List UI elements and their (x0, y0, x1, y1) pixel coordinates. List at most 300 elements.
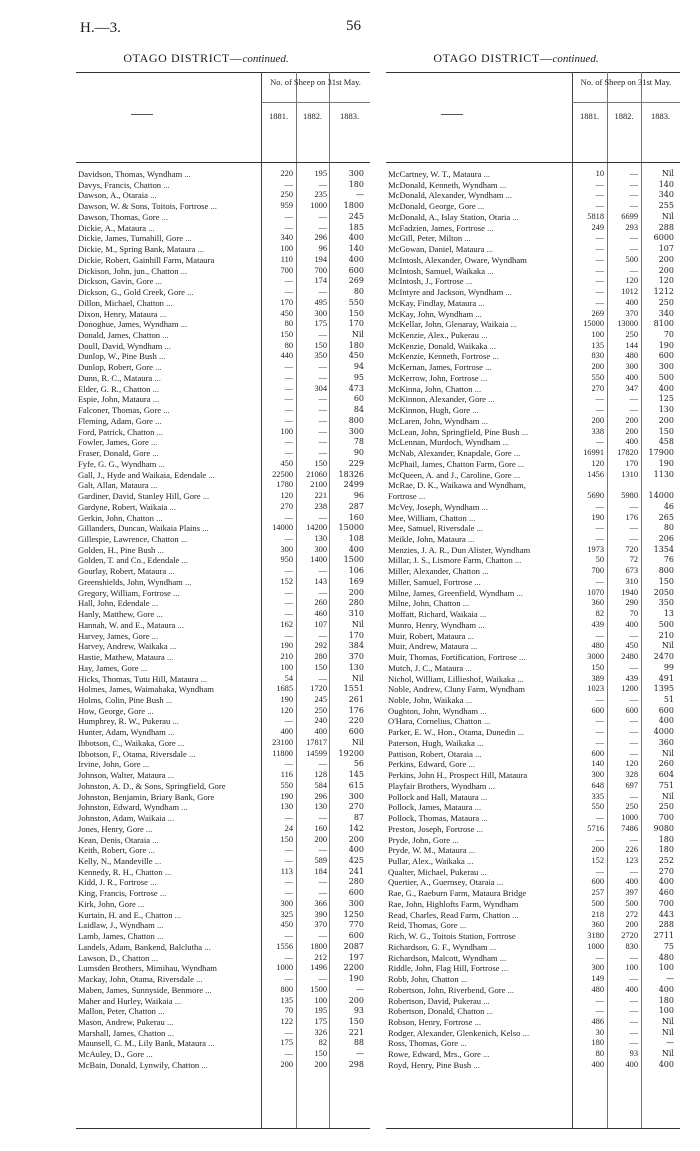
holder-name (78, 276, 260, 287)
sheep-1881-count: 150 (280, 834, 293, 844)
table-row (386, 1006, 680, 1017)
leader-dots: ... (169, 641, 177, 652)
sheep-1881-count: 3180 (587, 931, 604, 941)
table-row (76, 244, 370, 255)
table-row (76, 566, 370, 577)
sheep-1883-count: 84 (353, 405, 364, 415)
holder-name-text: Hannah, W. and E., Mataura (78, 619, 176, 630)
document-reference: H.—3. (80, 20, 121, 36)
leader-dots: ... (481, 415, 489, 426)
sheep-1883-count: 310 (348, 609, 364, 619)
table-row (386, 244, 680, 255)
holder-name (78, 609, 260, 620)
sheep-1883-count: 160 (348, 512, 364, 522)
sheep-1883-count: 6000 (653, 233, 674, 243)
holder-name-text: Dixon, Henry, Mataura (78, 308, 158, 319)
holder-name-text: Milne, John, Chatton (388, 598, 461, 609)
holder-name-text: Pattison, Robert, Otaraia (388, 748, 473, 759)
leader-dots: ... (168, 566, 175, 577)
holder-name (388, 727, 571, 738)
holder-name (388, 1060, 571, 1071)
sheep-1882-count: — (318, 211, 327, 221)
holder-name-text: McBain, Donald, Lynwily, Chatton (78, 1059, 200, 1070)
holder-name-text: Espie, John, Mataura (78, 394, 151, 405)
sheep-1882-count: 460 (314, 609, 327, 619)
sheep-1883-count: 615 (348, 780, 364, 790)
sheep-1882-count: 1310 (621, 469, 638, 479)
sheep-1881-count: 269 (591, 308, 604, 318)
table-row (386, 523, 680, 534)
holder-name (78, 974, 260, 985)
holder-name-text: McIntosh, J., Fortrose (388, 276, 464, 287)
sheep-1882-count: 14599 (306, 748, 327, 758)
sheep-1883-count: 14000 (648, 491, 674, 501)
sheep-1881-count: 550 (591, 372, 604, 382)
holder-name-text: Hall, John, Edendale (78, 598, 150, 609)
sheep-1882-count: — (629, 748, 638, 758)
sheep-1882-count: — (318, 566, 327, 576)
table-row (386, 1038, 680, 1049)
holder-name-text: Elder, G. R., Chatton (78, 383, 151, 394)
holder-name (388, 276, 571, 287)
sheep-1881-count: 152 (591, 856, 604, 865)
sheep-1881-count: 325 (280, 909, 293, 919)
table-row (76, 663, 370, 674)
sheep-1881-count: 300 (280, 898, 293, 908)
table-row (386, 652, 680, 663)
holder-name (78, 244, 260, 255)
holder-name-text: Dawson, Thomas, Gore (78, 211, 160, 222)
table-row (386, 341, 680, 352)
sheep-1881-count: 440 (280, 351, 293, 361)
holder-name (388, 437, 571, 448)
holder-name (388, 255, 571, 266)
leader-dots: ... (172, 716, 179, 727)
sheep-1883-count: 400 (658, 716, 674, 726)
holder-name (388, 244, 571, 255)
sheep-1883-count: 9080 (653, 823, 674, 833)
leader-dots: ... (152, 448, 159, 459)
sheep-1883-count: 229 (348, 458, 364, 468)
sheep-1881-count: 486 (591, 1017, 604, 1027)
holder-name (78, 663, 260, 674)
holder-name-text: Rae, John, Highlofts Farm, Wyndham (388, 898, 519, 909)
sheep-1882-count: 673 (625, 566, 638, 576)
holder-name-text: Gerkin, John, Chatton (78, 512, 154, 523)
sheep-1883-count: 400 (348, 254, 364, 264)
holder-name-text: Hicks, Thomas, Tutu Hill, Mataura (78, 673, 199, 684)
sheep-1881-count: — (595, 276, 604, 286)
table-row (386, 223, 680, 234)
leader-dots: ... (154, 856, 162, 866)
holder-name (78, 856, 260, 867)
sheep-1883-count: — (666, 1038, 674, 1048)
sheep-1882-count: 600 (625, 705, 638, 715)
sheep-1882-count: 400 (625, 297, 638, 307)
holder-name (388, 867, 571, 878)
holder-name (78, 330, 260, 341)
sheep-1881-count: — (284, 716, 293, 726)
leader-dots: ... (483, 1049, 490, 1060)
sheep-1883-count: 100 (658, 963, 674, 973)
leader-dots: ... (488, 780, 495, 791)
sheep-1882-count: — (318, 931, 327, 941)
sheep-1882-count: 400 (625, 619, 638, 629)
sheep-1882-count: 150 (314, 662, 327, 672)
sheep-1883-count: 8100 (653, 319, 674, 329)
table-row (76, 1049, 370, 1060)
holder-name (78, 266, 260, 277)
holder-name (388, 427, 571, 438)
sheep-1883-count: 180 (658, 995, 674, 1005)
sheep-1882-count: 400 (314, 727, 327, 737)
holder-name (388, 212, 571, 223)
leader-dots: ... (464, 233, 471, 244)
sheep-1882-count: — (629, 244, 638, 254)
holder-name (388, 201, 571, 212)
holder-name-text: McKenzie, Kenneth, Fortrose (388, 351, 491, 362)
sheep-1882-count: 17820 (617, 448, 638, 458)
leader-dots: ... (197, 244, 205, 255)
holder-name-text: Moffatt, Richard, Waikaia (388, 609, 478, 620)
table-row (386, 931, 680, 942)
holder-name-text: McLean, John, Springfield, Pine Bush (388, 426, 520, 437)
leader-dots: ... (475, 308, 482, 319)
leader-dots: ... (485, 362, 492, 373)
sheep-1883-count: 75 (663, 941, 674, 951)
table-row (76, 523, 370, 534)
holder-name-text: Dawson, W. & Sons, Toitois, Fortrose (78, 201, 209, 212)
sheep-1882-count: 245 (314, 694, 327, 704)
holder-name-text: McKinna, John, Chatton (388, 383, 473, 394)
holder-name (78, 985, 260, 996)
left-rows (76, 169, 370, 1071)
sheep-1883-count: 76 (663, 555, 674, 565)
holder-name (78, 470, 260, 481)
sheep-1882-count: — (629, 727, 638, 737)
sheep-1881-count: — (284, 566, 293, 576)
table-row (386, 470, 680, 481)
leader-dots: ... (505, 190, 513, 201)
holder-name-text: McCartney, W. T., Mataura (388, 169, 482, 179)
sheep-1881-count: 100 (280, 662, 293, 672)
sheep-1882-count: — (629, 791, 638, 801)
leader-dots: ... (174, 995, 182, 1006)
table-row (76, 233, 370, 244)
table-row (386, 706, 680, 717)
holder-name-text: Fleming, Adam, Gore (78, 415, 153, 426)
leader-dots: ... (174, 909, 182, 920)
holder-name-text: Noble, Andrew, Cluny Farm, Wyndham (388, 684, 525, 695)
sheep-1881-count: — (595, 1006, 604, 1016)
sheep-1882-count: — (629, 169, 638, 178)
holder-name-text: McDonald, Kenneth, Wyndham (388, 179, 498, 190)
leader-dots: ... (202, 523, 209, 534)
sheep-1882-count: 310 (625, 576, 638, 586)
table-row (76, 341, 370, 352)
table-row (386, 330, 680, 341)
table-row (386, 459, 680, 470)
leader-dots: ... (517, 727, 525, 738)
table-row (386, 974, 680, 985)
table-row (76, 255, 370, 266)
holder-name (78, 566, 260, 577)
table-row (76, 684, 370, 695)
holder-name-text: Royd, Henry, Pine Bush (388, 1059, 472, 1070)
sheep-1881-count: 600 (591, 748, 604, 758)
table-row (76, 877, 370, 888)
holder-name (388, 577, 571, 588)
holder-name-text: McGowan, Daniel, Mataura (388, 244, 485, 255)
sheep-1881-count: — (595, 737, 604, 747)
sheep-1883-count: 500 (658, 619, 674, 629)
holder-name-text: McKay, Findlay, Mataura (388, 297, 477, 308)
sheep-1882-count: — (318, 362, 327, 372)
holder-name-text: McKerrow, John, Fortrose (388, 372, 479, 383)
leader-dots: ... (157, 544, 164, 555)
sheep-1883-count: 90 (353, 448, 364, 458)
table-row (76, 652, 370, 663)
holder-name (388, 480, 571, 491)
sheep-1882-count: — (629, 405, 638, 415)
table-row (386, 427, 680, 438)
sheep-1881-count: — (595, 716, 604, 726)
table-row (76, 963, 370, 974)
sheep-1881-count: — (595, 394, 604, 404)
table-row (386, 770, 680, 781)
table-row (76, 942, 370, 953)
sheep-1881-count: — (595, 694, 604, 704)
table-row (76, 899, 370, 910)
sheep-1883-count: 95 (353, 372, 364, 382)
sheep-1881-count: — (284, 362, 293, 372)
holder-name (78, 598, 260, 609)
holder-name (78, 448, 260, 459)
sheep-1883-count: Nil (351, 673, 364, 683)
holder-name (388, 545, 571, 556)
sheep-1881-count: 135 (280, 995, 293, 1005)
sheep-1881-count: — (595, 813, 604, 823)
sheep-1881-count: — (595, 244, 604, 254)
table-row (76, 351, 370, 362)
holder-name-text: Golden, H., Pine Bush (78, 544, 156, 555)
sheep-1882-count: — (629, 394, 638, 404)
holder-name-text: Gillespie, Lawrence, Chatton (78, 533, 179, 544)
holder-name-text: Johnson, Walter, Mataura (78, 770, 166, 781)
sheep-1883-count: 400 (658, 383, 674, 393)
holder-name (388, 609, 571, 620)
sheep-1881-count: 116 (280, 770, 293, 780)
sheep-1883-count: 300 (348, 169, 364, 178)
leader-dots: ... (164, 340, 171, 351)
leader-dots: ... (513, 448, 521, 459)
sheep-1883-count: 250 (658, 297, 674, 307)
sheep-1882-count: 250 (625, 802, 638, 812)
sheep-1882-count: 150 (314, 458, 327, 468)
sheep-1883-count: 425 (348, 856, 364, 865)
table-row (76, 448, 370, 459)
leader-dots: ... (512, 909, 519, 920)
sheep-1882-count: 238 (314, 501, 327, 511)
holder-name (78, 373, 260, 384)
holder-name (78, 534, 260, 545)
leader-dots: ... (483, 169, 491, 179)
sheep-1881-count: 389 (591, 673, 604, 683)
leader-dots: ... (166, 652, 174, 663)
sheep-1882-count: — (629, 265, 638, 275)
sheep-1881-count: 5690 (587, 491, 604, 501)
sheep-1883-count: 270 (658, 866, 674, 876)
holder-name (388, 641, 571, 652)
sheep-1882-count: 128 (314, 770, 327, 780)
sheep-1881-count: 200 (591, 415, 604, 425)
holder-name-text: Riddle, John, Flag Hill, Fortrose (388, 963, 500, 974)
holder-name (388, 169, 571, 180)
table-row (76, 534, 370, 545)
holder-name (78, 727, 260, 738)
leader-dots: ... (499, 179, 507, 190)
holder-name (388, 877, 571, 888)
sheep-1883-count: 2499 (343, 480, 364, 490)
sheep-1881-count: 149 (591, 974, 604, 984)
holder-name-text: Rae, G., Raeburn Farm, Mataura Bridge (388, 888, 527, 899)
sheep-1882-count: 100 (314, 995, 327, 1005)
sheep-1881-count: 648 (591, 780, 604, 790)
holder-name-text: Gardyne, Robert, Waikaia (78, 501, 168, 512)
sheep-1882-count: 830 (625, 941, 638, 951)
sheep-1881-count: — (595, 834, 604, 844)
table-row (386, 899, 680, 910)
sheep-1882-count: 100 (625, 963, 638, 973)
leader-dots: ... (468, 512, 476, 523)
table-row (76, 888, 370, 899)
holder-name (78, 652, 260, 663)
sheep-1881-count: 1000 (587, 941, 604, 951)
sheep-1881-count: 218 (591, 909, 604, 919)
holder-name-text: Gillanders, Duncan, Waikaia Plains (78, 523, 201, 534)
sheep-1883-count: 400 (658, 1059, 674, 1069)
sheep-1883-count: 800 (348, 415, 364, 425)
holder-name (388, 899, 571, 910)
holder-name (388, 1038, 571, 1049)
sheep-1881-count: — (284, 415, 293, 425)
holder-name-text: Fraser, Donald, Gore (78, 448, 151, 459)
table-row (386, 373, 680, 384)
table-row (386, 577, 680, 588)
sheep-1882-count: 175 (314, 1017, 327, 1027)
holder-name-text: Ford, Patrick, Chatton (78, 426, 155, 437)
leader-dots: ... (158, 458, 165, 469)
sheep-1883-count: — (666, 974, 674, 984)
holder-name-text: Holms, Colin, Pine Bush (78, 694, 164, 705)
holder-name-text: Kidd, J. R., Fortrose (78, 877, 148, 888)
leader-dots: ... (517, 673, 524, 684)
holder-name (78, 545, 260, 556)
holder-name-text: Playfair Brothers, Wyndham (388, 780, 487, 791)
holder-name-text: Rodger, Alexander, Glenkenich, Kelso (388, 1027, 521, 1038)
sheep-1883-count: 200 (658, 415, 674, 425)
table-row (386, 727, 680, 738)
holder-name (78, 770, 260, 781)
sheep-1881-count: 360 (591, 598, 604, 608)
sheep-1883-count: 800 (658, 566, 674, 576)
sheep-1882-count: 272 (625, 909, 638, 919)
leader-dots: ... (200, 673, 208, 684)
leader-dots: ... (158, 1006, 165, 1017)
leader-dots: ... (202, 491, 210, 502)
table-row (76, 759, 370, 770)
leader-dots: ... (517, 458, 525, 469)
leader-dots: ... (474, 1017, 482, 1028)
sheep-1883-count: 300 (658, 362, 674, 372)
leader-dots: ... (165, 694, 173, 705)
holder-name-text: Pryde, W. M., Mataura (388, 845, 467, 856)
holder-name (388, 835, 571, 846)
holder-name-text: McLennan, Murdoch, Wyndham (388, 437, 501, 448)
sheep-1881-count: — (284, 1049, 293, 1059)
sheep-1883-count: 1250 (343, 909, 364, 919)
leader-dots: ... (147, 705, 154, 716)
sheep-1883-count: 350 (658, 598, 674, 608)
sheep-1882-count: 400 (625, 877, 638, 887)
holder-name-text: Pollock, James, Mataura (388, 802, 473, 813)
sheep-1882-count: 2480 (621, 652, 638, 662)
sheep-1883-count: Nil (351, 330, 364, 340)
sheep-1883-count: 288 (658, 920, 674, 930)
sheep-1883-count: 265 (658, 512, 674, 522)
holder-name (78, 190, 260, 201)
sheep-1883-count: Nil (661, 1049, 674, 1059)
table-row (76, 1060, 370, 1071)
leader-dots: ... (418, 491, 426, 502)
holder-name (388, 652, 571, 663)
table-row (76, 1006, 370, 1017)
sheep-1881-count: — (595, 995, 604, 1005)
table-row (386, 716, 680, 727)
table-row (76, 974, 370, 985)
sheep-1882-count: 160 (314, 823, 327, 833)
holder-name-text: Falconer, Thomas, Gore (78, 405, 162, 416)
table-row (386, 180, 680, 191)
leader-dots: ... (501, 963, 509, 974)
leader-dots: ... (162, 330, 169, 341)
leader-dots: ... (465, 276, 473, 287)
sheep-1881-count: 500 (591, 898, 604, 908)
sheep-1883-count: 180 (658, 845, 674, 855)
leader-dots: ... (163, 405, 170, 416)
holder-name (78, 920, 260, 931)
holder-name-text: Menzies, J. A. R., Dun Alister, Wyndham (388, 544, 531, 555)
table-row (76, 824, 370, 835)
sheep-1882-count: 300 (625, 362, 638, 372)
leader-dots: ... (510, 319, 518, 330)
page-number: 56 (346, 18, 361, 34)
sheep-1882-count: 120 (625, 759, 638, 769)
table-row (386, 1049, 680, 1060)
table-row (76, 813, 370, 824)
holder-name (78, 877, 260, 888)
holder-name (78, 996, 260, 1007)
sheep-1883-count: 473 (348, 383, 364, 393)
sheep-1882-count: — (629, 866, 638, 876)
leader-dots: ... (204, 941, 211, 952)
sheep-1883-count: 300 (348, 791, 364, 801)
sheep-1881-count: 450 (280, 458, 293, 468)
leader-dots: ... (514, 555, 522, 566)
table-row (386, 351, 680, 362)
holder-name (78, 695, 260, 706)
sheep-1881-count: 600 (591, 705, 604, 715)
